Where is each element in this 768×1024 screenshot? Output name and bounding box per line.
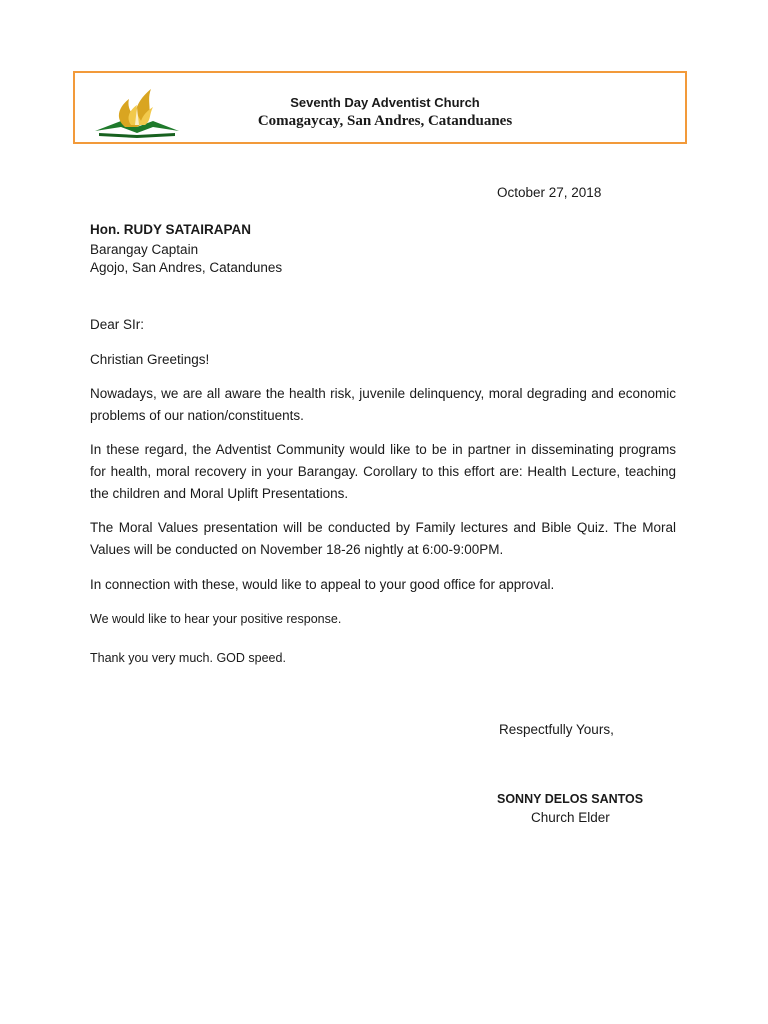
paragraph-thanks: Thank you very much. GOD speed. [90, 651, 286, 665]
letterhead [73, 71, 687, 144]
signatory-title: Church Elder [531, 810, 610, 825]
signatory-name: SONNY DELOS SANTOS [497, 792, 644, 806]
paragraph-response: We would like to hear your positive response. [90, 612, 342, 626]
paragraph-moral-values: The Moral Values presentation will be conducted by Family lectures and Bible Quiz. The Moral Values will be conducted on November 18-26 nightly at 6:00-9:00PM. [90, 520, 676, 557]
recipient-address: Agojo, San Andres, Catandunes [90, 260, 283, 275]
recipient-name: Hon. RUDY SATAIRAPAN [90, 222, 251, 237]
church-name: Seventh Day Adventist Church [290, 95, 480, 110]
greeting: Christian Greetings! [90, 352, 210, 367]
paragraph-health-risk: Nowadays, we are all aware the health risk, juvenile delinquency, moral degrading and economic problems of our nation/constituents. [90, 386, 676, 423]
sda-flame-book-logo-icon [91, 83, 183, 139]
letter-date: October 27, 2018 [497, 185, 602, 200]
recipient-title: Barangay Captain [90, 242, 199, 257]
salutation: Dear SIr: [90, 317, 145, 332]
paragraph-appeal: In connection with these, would like to appeal to your good office for approval. [90, 577, 555, 592]
church-address: Comagaycay, San Andres, Catanduanes [257, 113, 513, 129]
paragraph-partnership: In these regard, the Adventist Community would like to be in partner in disseminating programs for health, moral recovery in your Barangay. Corollary to this effort are: Health Lecture, teaching the children and Moral Uplift Presentations. [90, 442, 676, 501]
closing: Respectfully Yours, [499, 722, 614, 737]
